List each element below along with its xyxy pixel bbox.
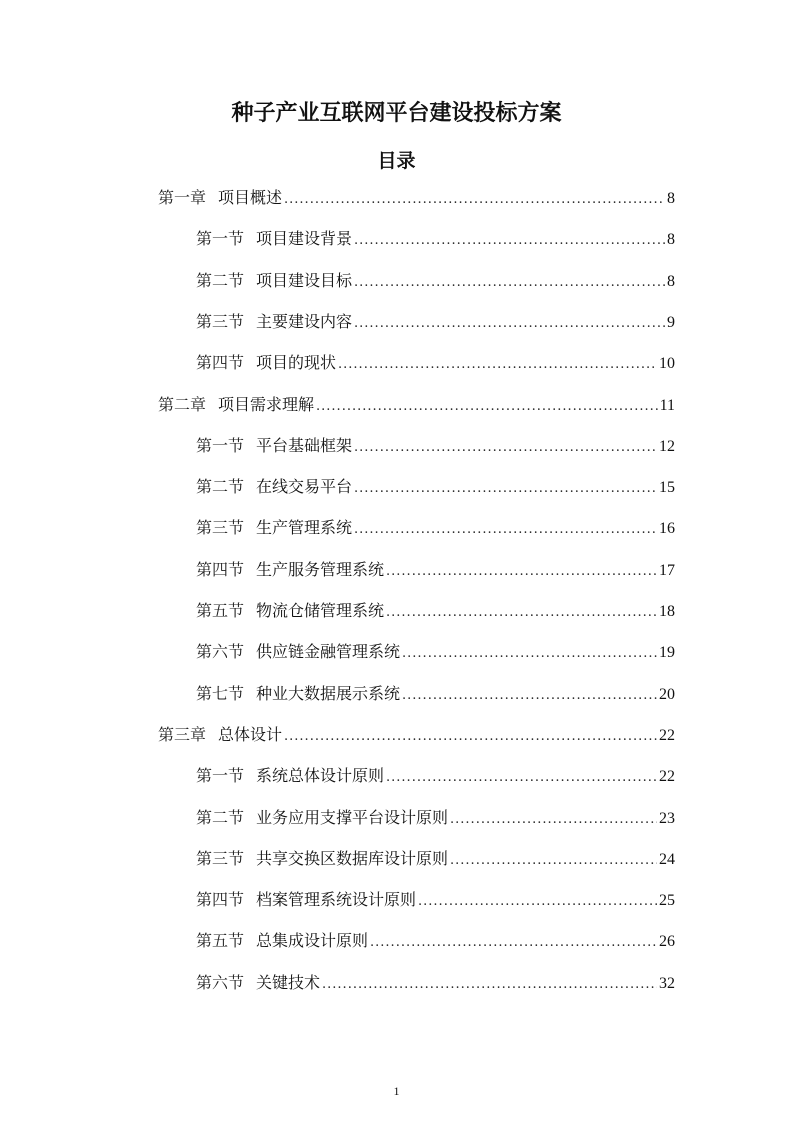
toc-entry-title: 项目建设背景 [256, 229, 353, 248]
toc-entry-page: 8 [667, 273, 675, 290]
toc-entry-page: 16 [659, 520, 675, 537]
toc-entry-page: 17 [659, 562, 675, 579]
dot-leader [322, 973, 657, 997]
toc-entry-number: 第六节 [196, 642, 245, 661]
toc-entry-page: 15 [659, 479, 675, 496]
toc-entry-page: 11 [659, 397, 675, 414]
toc-entry-number: 第四节 [196, 353, 245, 372]
toc-entry-number: 第一节 [196, 436, 245, 455]
dot-leader [354, 229, 665, 253]
toc-entry-page: 10 [659, 355, 675, 372]
dot-leader [386, 766, 657, 790]
toc-section-entry[interactable] [196, 434, 675, 458]
toc-entry-title: 共享交换区数据库设计原则 [256, 849, 449, 868]
toc-section-entry[interactable] [196, 929, 675, 953]
toc-section-entry[interactable] [196, 351, 675, 375]
toc-entry-number: 第一节 [196, 766, 245, 785]
toc-entry-page: 8 [667, 231, 675, 248]
toc-entry-title: 项目需求理解 [218, 395, 315, 414]
dot-leader [354, 436, 657, 460]
toc-entry-title: 总集成设计原则 [256, 931, 369, 950]
dot-leader [354, 312, 665, 336]
toc-entry-number: 第二节 [196, 477, 245, 496]
dot-leader [402, 684, 657, 708]
toc-entry-title: 系统总体设计原则 [256, 766, 385, 785]
toc-entry-page: 8 [667, 190, 675, 207]
toc-entry-number: 第一节 [196, 229, 245, 248]
toc-entry-page: 24 [659, 851, 675, 868]
toc-entry-title: 生产服务管理系统 [256, 560, 385, 579]
toc-section-entry[interactable] [196, 310, 675, 334]
dot-leader [386, 560, 657, 584]
toc-chapter-entry[interactable] [158, 393, 675, 417]
toc-entry-number: 第二章 [158, 395, 207, 414]
toc-chapter-entry[interactable] [158, 186, 675, 210]
toc-entry-title: 种业大数据展示系统 [256, 684, 401, 703]
dot-leader [450, 849, 657, 873]
toc-entry-number: 第一章 [158, 188, 207, 207]
toc-entry-title: 项目的现状 [256, 353, 337, 372]
toc-chapter-entry[interactable] [158, 723, 675, 747]
toc-entry-page: 20 [659, 686, 675, 703]
dot-leader [386, 601, 657, 625]
toc-entry-number: 第三节 [196, 312, 245, 331]
toc-entry-title: 生产管理系统 [256, 518, 353, 537]
dot-leader [450, 808, 657, 832]
toc-entry-title: 关键技术 [256, 973, 321, 992]
dot-leader [354, 518, 657, 542]
toc-entry-number: 第六节 [196, 973, 245, 992]
toc-entry-page: 22 [659, 768, 675, 785]
toc-entry-number: 第五节 [196, 931, 245, 950]
page-number: 1 [393, 1084, 400, 1098]
toc-heading: 目录 [377, 150, 416, 172]
toc-section-entry[interactable] [196, 227, 675, 251]
toc-section-entry[interactable] [196, 558, 675, 582]
dot-leader [354, 271, 665, 295]
toc-entry-page: 23 [659, 810, 675, 827]
toc-entry-number: 第七节 [196, 684, 245, 703]
toc-section-entry[interactable] [196, 599, 675, 623]
toc-entry-number: 第三章 [158, 725, 207, 744]
toc-section-entry[interactable] [196, 847, 675, 871]
toc-section-entry[interactable] [196, 682, 675, 706]
toc-section-entry[interactable] [196, 971, 675, 995]
dot-leader [284, 188, 665, 212]
toc-entry-title: 项目建设目标 [256, 271, 353, 290]
toc-section-entry[interactable] [196, 640, 675, 664]
toc-section-entry[interactable] [196, 888, 675, 912]
dot-leader [418, 890, 657, 914]
toc-entry-title: 物流仓储管理系统 [256, 601, 385, 620]
toc-section-entry[interactable] [196, 806, 675, 830]
toc-entry-title: 平台基础框架 [256, 436, 353, 455]
dot-leader [354, 477, 657, 501]
toc-entry-page: 19 [659, 644, 675, 661]
toc-entry-page: 25 [659, 892, 675, 909]
toc-entry-title: 主要建设内容 [256, 312, 353, 331]
toc-section-entry[interactable] [196, 475, 675, 499]
toc-entry-title: 在线交易平台 [256, 477, 353, 496]
toc-entry-page: 22 [659, 727, 675, 744]
toc-section-entry[interactable] [196, 764, 675, 788]
toc-entry-page: 18 [659, 603, 675, 620]
toc-section-entry[interactable] [196, 269, 675, 293]
dot-leader [284, 725, 657, 749]
toc-section-entry[interactable] [196, 516, 675, 540]
toc-entry-number: 第二节 [196, 808, 245, 827]
toc-entry-page: 9 [667, 314, 675, 331]
toc-entry-title: 供应链金融管理系统 [256, 642, 401, 661]
toc-entry-number: 第三节 [196, 518, 245, 537]
toc-entry-number: 第二节 [196, 271, 245, 290]
toc-entry-number: 第四节 [196, 560, 245, 579]
toc-entry-title: 总体设计 [218, 725, 283, 744]
document-title: 种子产业互联网平台建设投标方案 [231, 101, 562, 126]
toc-entry-title: 档案管理系统设计原则 [256, 890, 417, 909]
dot-leader [370, 931, 657, 955]
toc-entry-number: 第五节 [196, 601, 245, 620]
toc-entry-title: 项目概述 [218, 188, 283, 207]
dot-leader [338, 353, 657, 377]
toc-entry-title: 业务应用支撑平台设计原则 [256, 808, 449, 827]
toc-entry-page: 26 [659, 933, 675, 950]
dot-leader [402, 642, 657, 666]
toc-entry-page: 12 [659, 438, 675, 455]
toc-entry-number: 第三节 [196, 849, 245, 868]
dot-leader [316, 395, 658, 419]
toc-entry-page: 32 [659, 975, 675, 992]
toc-entry-number: 第四节 [196, 890, 245, 909]
